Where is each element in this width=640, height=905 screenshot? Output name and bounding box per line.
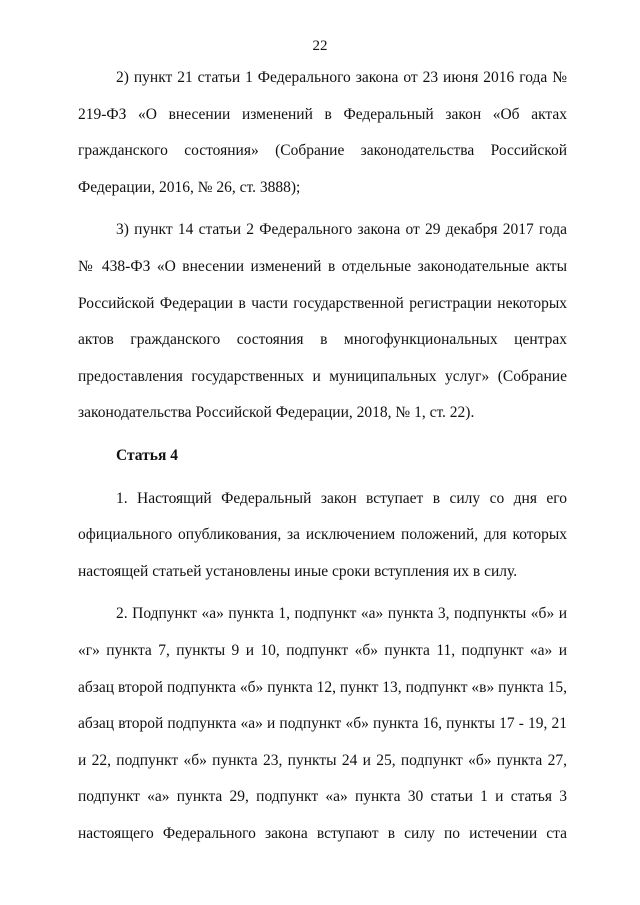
page-number: 22 [312, 38, 328, 54]
article-heading: Статья 4 [116, 446, 178, 464]
article4-paragraph-1: 1. Настоящий Федеральный закон вступает в силу со дня его официального опубликования, за исключением положений, для которых настоящей статьей установлены иные сроки вступления их в силу. [78, 489, 567, 580]
paragraph-item-2: 2) пункт 21 статьи 1 Федерального закона от 23 июня 2016 года № 219-ФЗ «О внесении изменений в Федеральный закон «Об актах гражданского состояния» (Собрание законодательства Российской Федерации, 2016, № 26, ст. 3888); [78, 69, 567, 196]
document-body [78, 60, 567, 852]
paragraph-item-3: 3) пункт 14 статьи 2 Федерального закона от 29 декабря 2017 года № 438-ФЗ «О внесении изменений в отдельные законодательные акты Российской Федерации в части государственной регистрации некоторых актов гражданского состояния в многофункциональных центрах предоставления государственных и муниципальных услуг» (Собрание законодательства Российской Федерации, 2018, № 1, ст. 22). [78, 221, 567, 422]
article4-paragraph-2: 2. Подпункт «а» пункта 1, подпункт «а» пункта 3, подпункты «б» и «г» пункта 7, пункты 9 и 10, подпункт «б» пункта 11, подпункт «а» и абзац второй подпункта «б» пункта 12, пункт 13, подпункт «в» пункта 15, абзац второй подпункта «а» и подпункт «б» пункта 16, пункты 17 - 19, 21 и 22, подпункт «б» пункта 23, пункты 24 и 25, подпункт «б» пункта 27, подпункт «а» пункта 29, подпункт «а» пункта 30 статьи 1 и статья 3 настоящего Федерального закона вступают в силу по истечении ста [78, 605, 567, 842]
